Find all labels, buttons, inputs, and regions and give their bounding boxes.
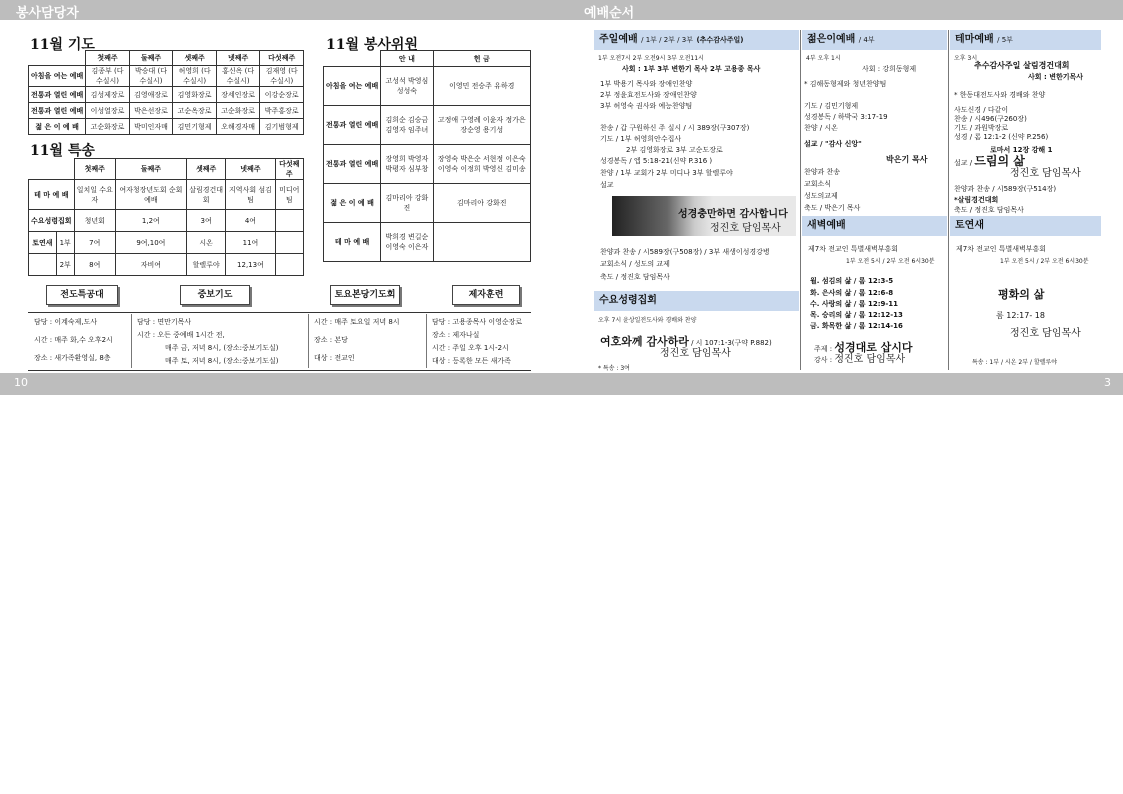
table-cell: 고순화장로 <box>216 103 260 119</box>
page-number-right: 3 <box>1104 376 1111 389</box>
sunday-sermon-pastor: 정진호 담임목사 <box>710 223 781 234</box>
divider <box>28 370 531 371</box>
youth-title: 젊은이예배 <box>807 34 856 45</box>
row-label <box>29 254 57 276</box>
guide-cell: 장영희 박영자 박평자 심부창 <box>381 145 433 184</box>
table-cell: 살림경건대회 <box>186 180 225 210</box>
saturday-event: 제7차 전교인 특별새벽부흥회 <box>956 245 1047 253</box>
info-line: 시간 : 매주 토요일 저녁 8시 <box>314 318 400 326</box>
col-header: 넷째주 <box>226 159 275 180</box>
table-cell: 4여 <box>226 210 275 232</box>
info-line: 장소 : 새가족환영실, 8층 <box>34 354 111 362</box>
table-cell: 박미인자매 <box>129 119 173 135</box>
divider <box>426 314 427 368</box>
row-label: 전통과 열린 예배 <box>29 103 86 119</box>
wednesday-time: 오후 7시 윤상일전도사와 경배와 찬양 <box>598 317 697 324</box>
prayer-title: 11월 기도 <box>30 37 95 53</box>
divider <box>131 314 132 368</box>
saturday-worship-header: 토연새 <box>950 216 1101 236</box>
table-cell: 이성열장로 <box>86 103 130 119</box>
wednesday-header: 수요성령집회 <box>594 291 799 311</box>
table-cell: 할렐루야 <box>186 254 225 276</box>
youth-pastor: 박은기 목사 <box>886 155 928 164</box>
theme-line: *살림경건대회 <box>954 196 999 204</box>
table-cell: 김성제장로 <box>86 87 130 103</box>
column-divider <box>948 30 949 370</box>
theme-event: 추수감사주일 살림경건대회 <box>974 61 1070 70</box>
sunday-worship-header <box>594 30 799 50</box>
table-cell: 미디어팀 <box>275 180 303 210</box>
theme-sub: / 5부 <box>997 36 1013 44</box>
dawn-speaker: 정진호 담임목사 <box>834 354 906 365</box>
table-cell: 박주홍장로 <box>260 103 304 119</box>
table-cell <box>275 210 303 232</box>
table-cell: 고순화장로 <box>86 119 130 135</box>
offering-cell: 고정애 구영례 이윤자 정가은 장순영 용기성 <box>433 106 530 145</box>
info-line: 시간 : 오든 중예배 1시간 전, <box>137 331 225 339</box>
table-row <box>324 184 531 223</box>
table-cell <box>275 232 303 254</box>
table-cell: 지역사회 섬김팀 <box>226 180 275 210</box>
dawn-times: 1부 오전 5시 / 2부 오전 6시30분 <box>846 258 935 265</box>
guide-cell: 고성석 박영심 성성숙 <box>381 67 433 106</box>
table-cell: 자비여 <box>115 254 186 276</box>
info-line: 담당 : 이계숙제,도사 <box>34 318 98 326</box>
theme-sermon-line: 설교 / 드림의 삶 <box>954 154 1025 168</box>
dawn-item: 화. 은사의 삶 / 롬 12:6-8 <box>810 289 894 297</box>
sunday-line: 찬송 / 갑 구원하신 주 실시 / 시 389장(구307장) <box>600 124 750 132</box>
sunday-line: 설교 <box>600 181 614 189</box>
sunday-line: 기도 / 1부 허영희안수집사 <box>600 135 682 143</box>
table-cell: 12,13여 <box>226 254 275 276</box>
youth-line: 축도 / 박은기 목사 <box>804 204 861 212</box>
table-cell: 김종부 (다수실시) <box>86 66 130 87</box>
table-cell: 이강순장로 <box>260 87 304 103</box>
special-section <box>30 140 95 160</box>
youth-line: 성도의교제 <box>804 192 838 200</box>
youth-line: 성경봉독 / 하박국 3:17-19 <box>804 113 888 121</box>
info-line: 장소 : 본당 <box>314 336 348 344</box>
table-cell: 11여 <box>226 232 275 254</box>
saturday-special: 특송 : 1부 / 시온 2부 / 할렐루야 <box>972 359 1058 366</box>
info-line: 시간 : 매주 화,수 오후2시 <box>34 336 113 344</box>
sunday-sermon-title: 성경충만하면 감사합니다 <box>678 209 788 220</box>
table-row <box>29 87 304 103</box>
special-title: 11월 특송 <box>30 143 95 159</box>
table-row <box>324 145 531 184</box>
youth-mc: 사회 : 강희동형제 <box>862 65 917 73</box>
info-box-intercession <box>137 316 279 368</box>
row-label: 젊 은 이 예 배 <box>324 184 381 223</box>
table-row <box>324 106 531 145</box>
info-line: 대상 : 등록한 모든 새가족 <box>432 357 511 365</box>
sunday-line: 2부 김영화장로 3부 고순도장로 <box>626 146 723 154</box>
info-line: 대상 : 전교인 <box>314 354 355 362</box>
youth-line: 설교 / "감사 신앙" <box>804 140 862 148</box>
row-label: 아침을 여는 예배 <box>324 67 381 106</box>
guide-cell: 김희순 김승금 김영자 임주녀 <box>381 106 433 145</box>
table-cell: 박승대 (다수실시) <box>129 66 173 87</box>
table-row <box>29 254 304 276</box>
volunteer-table <box>323 50 531 262</box>
saturday-ref: 롬 12:17- 18 <box>996 311 1045 320</box>
right-page-title: 예배순서 <box>584 6 635 21</box>
info-box-discipleship <box>432 316 522 368</box>
column-divider <box>800 30 801 370</box>
theme-line: 기도 / 과원박장로 <box>954 124 1009 132</box>
row-label: 테 마 예 배 <box>29 180 75 210</box>
table-cell: 여자청장년도회 순회예배 <box>115 180 186 210</box>
youth-line: * 김해동형제와 청년찬양팀 <box>804 80 887 88</box>
table-row <box>29 103 304 119</box>
table-row <box>324 223 531 262</box>
col-header: 둘째주 <box>129 51 173 66</box>
info-line: 매주 금, 저녁 8시, (장소:중보기도실) <box>165 344 279 352</box>
prayer-table <box>28 50 304 135</box>
info-line: 장소 : 제자나실 <box>432 331 480 339</box>
dawn-speaker-line <box>814 354 905 366</box>
theme-time: 오후 3시 <box>954 55 978 62</box>
left-page-title: 봉사담당자 <box>16 6 79 21</box>
youth-time: 4부 오후 1시 <box>806 55 841 62</box>
dawn-item: 월. 섬김의 삶 / 롬 12:3-5 <box>810 277 894 285</box>
table-cell: 고순옥장로 <box>173 103 217 119</box>
sunday-line: 3부 허영숙 권사와 예능찬양팀 <box>600 102 693 110</box>
youth-line: 교회소식 <box>804 180 832 188</box>
row-sublabel: 1부 <box>56 232 74 254</box>
sermon-banner <box>612 196 796 236</box>
dawn-worship-header: 새벽예배 <box>802 216 947 236</box>
intercession-button[interactable]: 중보기도 <box>180 285 250 305</box>
dawn-event: 제7차 전교인 특별새벽부흥회 <box>808 245 899 253</box>
saturday-prayer-button[interactable]: 토요본당기도회 <box>330 285 400 305</box>
row-label: 전통과 열린 예배 <box>324 145 381 184</box>
theme-sermon: 드림의 삶 <box>974 154 1025 168</box>
info-line: 담당 : 고용종목사 이영순장로 <box>432 318 523 326</box>
col-header: 다섯째주 <box>260 51 304 66</box>
table-row <box>29 180 304 210</box>
youth-line: 기도 / 김민기형제 <box>804 102 859 110</box>
wednesday-special: * 특송 : 3여 <box>598 365 630 372</box>
theme-pastor: 정진호 담임목사 <box>1010 168 1081 179</box>
row-label: 전통과 열린 예배 <box>29 87 86 103</box>
row-sublabel: 2부 <box>56 254 74 276</box>
theme-line: 사도신경 / 다같이 <box>954 106 1009 114</box>
theme-worship-header <box>950 30 1101 50</box>
col-header: 셋째주 <box>186 159 225 180</box>
sunday-times: 1부 오전7시 2부 오전9시 3부 오전11시 <box>598 55 704 62</box>
table-cell: 김영화장로 <box>173 87 217 103</box>
table-cell: 일치일 수요자 <box>74 180 115 210</box>
youth-line: 찬양과 찬송 <box>804 168 841 176</box>
row-label: 아침을 여는 예배 <box>29 66 86 87</box>
theme-title: 테마예배 <box>955 34 994 45</box>
dawn-item: 목. 승리의 삶 / 롬 12:12-13 <box>810 311 903 319</box>
table-cell: 허영희 (다수실시) <box>173 66 217 87</box>
page-number-left: 10 <box>14 376 28 389</box>
sunday-line: 교회소식 / 성도의 교제 <box>600 260 670 268</box>
info-box-evangelism <box>34 316 113 365</box>
wednesday-ref: / 시 107:1-3(구약 P.882) <box>691 339 772 347</box>
col-header: 둘째주 <box>115 159 186 180</box>
dawn-theme-label: 주제 : <box>814 345 833 353</box>
table-cell: 장세인장로 <box>216 87 260 103</box>
info-line: 담당 : 면만기목사 <box>137 318 192 326</box>
discipleship-button[interactable]: 제자훈련 <box>452 285 520 305</box>
dawn-speaker-label: 강사 : <box>814 356 833 364</box>
table-cell: 9여,10여 <box>115 232 186 254</box>
theme-line: * 한동대전도사와 경배와 찬양 <box>954 91 1046 99</box>
info-box-saturday <box>314 316 400 365</box>
row-label: 수요성령집회 <box>29 210 75 232</box>
theme-line: 성경 / 롬 12:1-2 (신약 P.256) <box>954 133 1049 141</box>
guide-cell: 박희경 변길순 이영숙 이은자 <box>381 223 433 262</box>
sunday-mc: 사회 : 1부 3부 변한기 목사 2부 고용종 목사 <box>622 65 761 73</box>
saturday-times: 1부 오전 5시 / 2부 오전 6시30분 <box>1000 258 1089 265</box>
wednesday-pastor: 정진호 담임목사 <box>660 348 731 359</box>
table-cell: 박은선장로 <box>129 103 173 119</box>
table-row <box>29 232 304 254</box>
youth-sub: / 4부 <box>858 36 875 44</box>
sunday-line: 1부 박용기 목사와 장애인찬양 <box>600 80 693 88</box>
saturday-pastor: 정진호 담임목사 <box>1010 328 1081 339</box>
table-cell <box>275 254 303 276</box>
theme-line: 찬양과 찬송 / 시589장(구514장) <box>954 185 1057 193</box>
sunday-tag: (추수감사주일) <box>696 36 744 44</box>
table-cell: 김민기형제 <box>173 119 217 135</box>
row-label: 토연새 <box>29 232 57 254</box>
bottom-band <box>0 373 1123 395</box>
offering-cell: 이영민 전승주 유하경 <box>433 67 530 106</box>
col-header: 첫째주 <box>74 159 115 180</box>
col-header: 넷째주 <box>216 51 260 66</box>
table-cell: 8여 <box>74 254 115 276</box>
offering-cell: 김마리아 강화진 <box>433 184 530 223</box>
table-row <box>29 119 304 135</box>
dawn-theme: 성경대로 삽시다 <box>834 341 913 354</box>
row-label: 젊 은 이 예 배 <box>29 119 86 135</box>
sunday-line: 성경봉독 / 엡 5:18-21(신약 P.316 ) <box>600 157 713 165</box>
volunteer-title: 11월 봉사위원 <box>326 37 418 53</box>
table-cell: 시온 <box>186 232 225 254</box>
table-cell: 3여 <box>186 210 225 232</box>
sunday-line: 축도 / 정진호 담임목사 <box>600 273 670 281</box>
sunday-line: 찬양 / 1부 교회가 2부 미디나 3부 할렐루야 <box>600 169 733 177</box>
col-header: 첫째주 <box>86 51 130 66</box>
top-band <box>0 0 1123 20</box>
table-cell: 7여 <box>74 232 115 254</box>
info-line: 매주 토, 저녁 8시, (장소:중보기도실) <box>165 357 279 365</box>
divider <box>28 312 531 313</box>
row-label: 전통과 열린 예배 <box>324 106 381 145</box>
sunday-sub: / 1부 / 2부 / 3부 <box>641 36 693 44</box>
wednesday-sermon: 여호와께 감사하라 <box>600 335 689 348</box>
table-cell: 1,2여 <box>115 210 186 232</box>
theme-mc: 사회 : 변한기목사 <box>1028 73 1084 81</box>
theme-line: 축도 / 정진호 담임목사 <box>954 206 1024 214</box>
evangelism-team-button[interactable]: 전도특공대 <box>46 285 118 305</box>
info-line: 시간 : 주일 오후 1시-2시 <box>432 344 509 352</box>
youth-line: 찬양 / 시온 <box>804 124 838 132</box>
table-row <box>324 67 531 106</box>
col-header: 셋째주 <box>173 51 217 66</box>
offering-cell: 장영숙 박은순 서현정 이은숙 이영숙 이정희 박영신 김미송 <box>433 145 530 184</box>
sunday-title: 주일예배 <box>599 34 638 45</box>
special-table <box>28 158 304 276</box>
table-row <box>29 210 304 232</box>
table-cell: 김기범형제 <box>260 119 304 135</box>
sunday-line: 2부 정윤효전도사와 장애인찬양 <box>600 91 697 99</box>
table-cell: 청년회 <box>74 210 115 232</box>
divider <box>308 314 309 368</box>
theme-ref: 로마서 12장 강해 1 <box>990 146 1053 154</box>
col-header: 안 내 <box>381 51 433 67</box>
guide-cell: 김마리아 강화진 <box>381 184 433 223</box>
saturday-sermon: 평화의 삶 <box>998 288 1045 301</box>
table-cell: 오해경자매 <box>216 119 260 135</box>
offering-cell <box>433 223 530 262</box>
table-row <box>29 66 304 87</box>
col-header: 다섯째주 <box>275 159 303 180</box>
row-label: 테 마 예 배 <box>324 223 381 262</box>
theme-line: 찬송 / 시496(구260장) <box>954 115 1027 123</box>
dawn-item: 금. 화목한 삶 / 롬 12:14-16 <box>810 322 903 330</box>
table-cell: 홍신옥 (다수실시) <box>216 66 260 87</box>
col-header: 헌 금 <box>433 51 530 67</box>
table-cell: 김재영 (다수실시) <box>260 66 304 87</box>
sunday-line: 찬양과 찬송 / 시589장(구508장) / 3부 새생이성경강병 <box>600 248 770 256</box>
youth-worship-header <box>802 30 947 50</box>
dawn-item: 수. 사랑의 삶 / 롬 12:9-11 <box>810 300 899 308</box>
table-cell: 김영애장로 <box>129 87 173 103</box>
